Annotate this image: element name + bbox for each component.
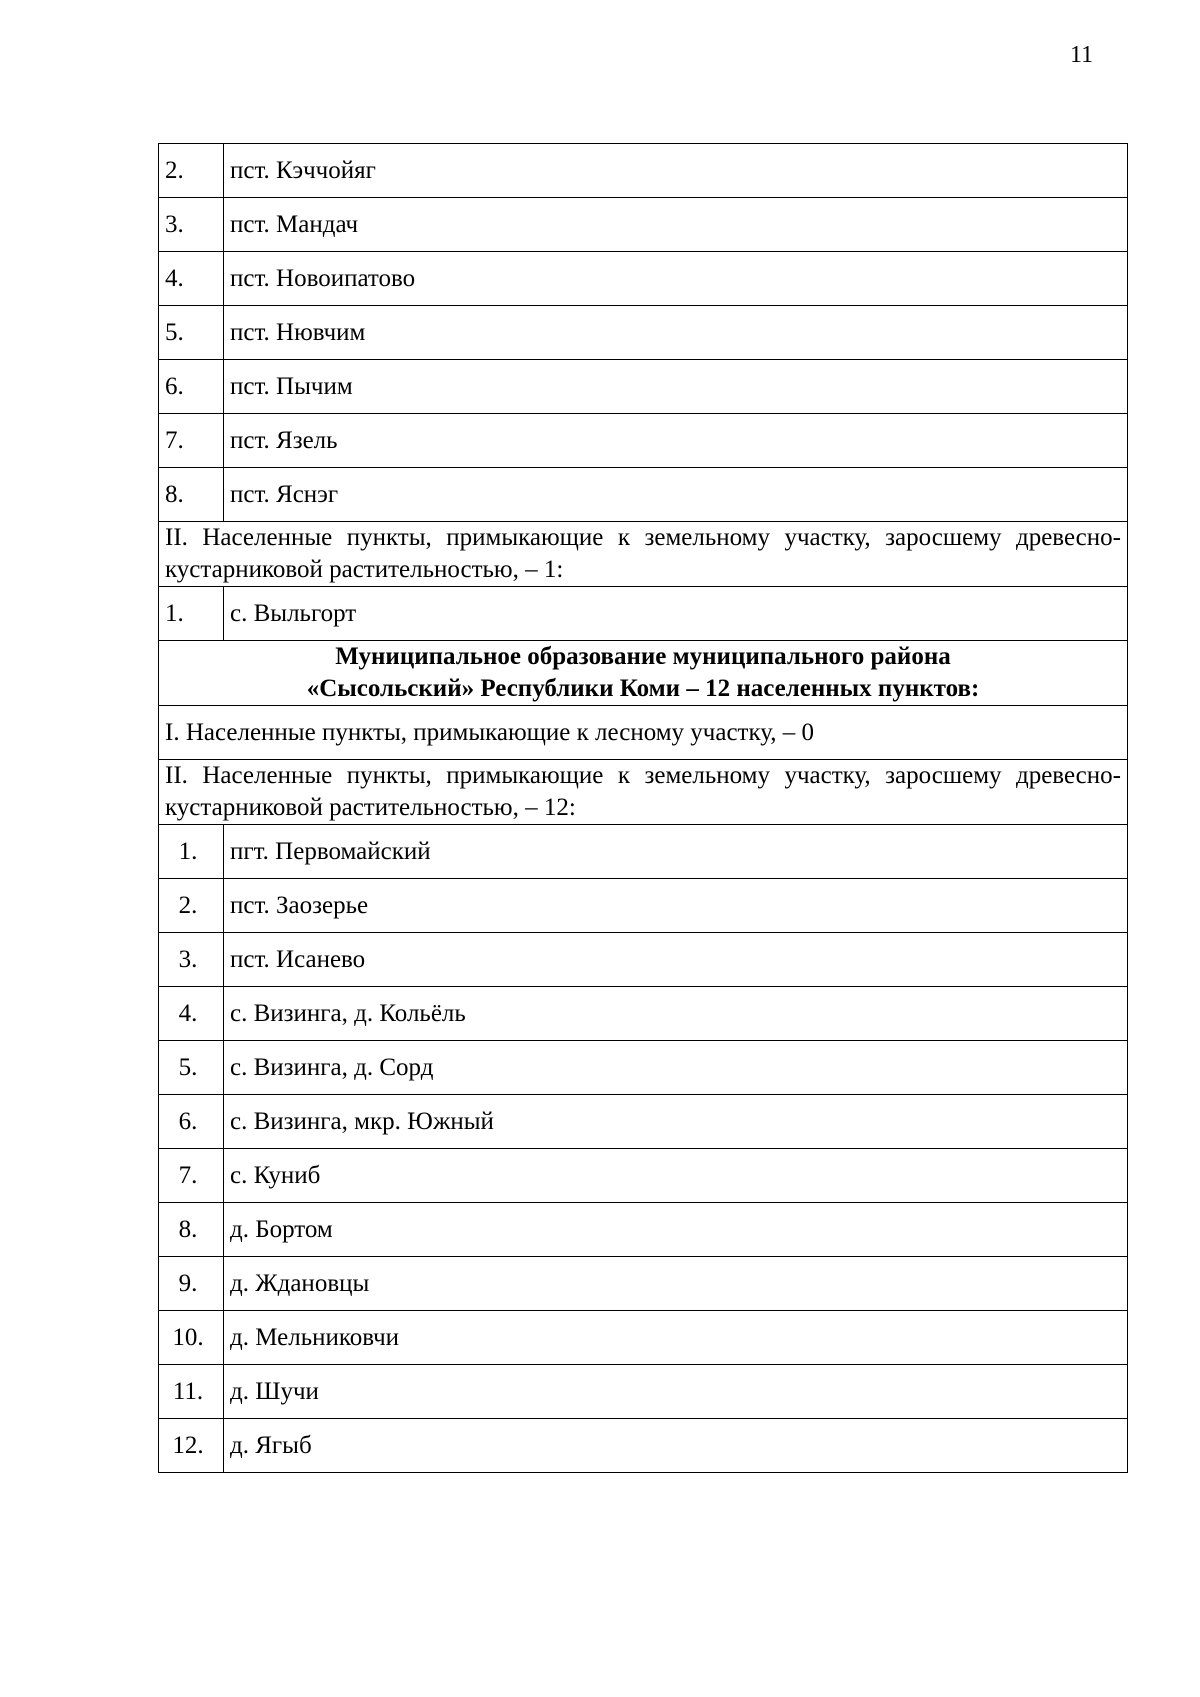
row-number: 5. [159,1041,224,1095]
settlement-name: пст. Нювчим [224,306,1128,360]
table-row [159,306,1128,360]
row-number: 4. [159,252,224,306]
table-row [159,1311,1128,1365]
row-number: 8. [159,1203,224,1257]
row-number: 12. [159,1419,224,1473]
heading-line-2: «Сысольский» Республики Коми – 12 населенных пунктов: [306,675,980,702]
row-number: 3. [159,933,224,987]
row-number: 7. [159,414,224,468]
row-number: 2. [159,144,224,198]
settlement-name: д. Мельниковчи [224,1311,1128,1365]
row-number: 1. [159,587,224,641]
table-row [159,879,1128,933]
settlement-name: пст. Яснэг [224,468,1128,522]
settlement-name: с. Выльгорт [224,587,1128,641]
settlements-table [158,143,1128,1473]
row-number: 6. [159,360,224,414]
row-number: 3. [159,198,224,252]
table-row [159,933,1128,987]
section-header-row [159,706,1128,760]
table-row [159,825,1128,879]
settlement-name: д. Шучи [224,1365,1128,1419]
settlement-name: пст. Исанево [224,933,1128,987]
row-number: 7. [159,1149,224,1203]
settlement-name: пст. Заозерье [224,879,1128,933]
row-number: 11. [159,1365,224,1419]
section-header-row [159,760,1128,825]
settlement-name: пст. Язель [224,414,1128,468]
settlement-name: д. Ждановцы [224,1257,1128,1311]
table-row [159,468,1128,522]
table-row [159,1149,1128,1203]
table-row [159,360,1128,414]
table-row [159,1095,1128,1149]
settlement-name: с. Визинга, д. Кольёль [224,987,1128,1041]
table-row [159,1365,1128,1419]
municipality-heading [159,641,1128,706]
table-row [159,252,1128,306]
row-number: 6. [159,1095,224,1149]
page-number: 11 [1070,42,1094,68]
settlement-name: пст. Новоипатово [224,252,1128,306]
heading-line-1: Муниципальное образование муниципального района [335,643,951,670]
row-number: 1. [159,825,224,879]
settlement-name: пст. Кэччойяг [224,144,1128,198]
row-number: 4. [159,987,224,1041]
settlement-name: с. Куниб [224,1149,1128,1203]
row-number: 9. [159,1257,224,1311]
table-row [159,1419,1128,1473]
section-1-description: I. Населенные пункты, примыкающие к лесному участку, – 0 [159,706,1128,760]
settlement-name: пст. Мандач [224,198,1128,252]
section-header-row [159,522,1128,587]
table-row [159,587,1128,641]
settlement-name: пст. Пычим [224,360,1128,414]
table-row [159,987,1128,1041]
table-row [159,1041,1128,1095]
settlement-name: с. Визинга, д. Сорд [224,1041,1128,1095]
table-row [159,414,1128,468]
settlement-name: с. Визинга, мкр. Южный [224,1095,1128,1149]
table-row [159,1203,1128,1257]
municipality-heading-row [159,641,1128,706]
row-number: 8. [159,468,224,522]
table-row [159,198,1128,252]
settlement-name: пгт. Первомайский [224,825,1128,879]
settlement-name: д. Ягыб [224,1419,1128,1473]
section-2-description: II. Населенные пункты, примыкающие к земельному участку, заросшему древесно-кустарниковой растительностью, – 12: [159,760,1128,825]
table-row [159,144,1128,198]
row-number: 10. [159,1311,224,1365]
section-2-description: II. Населенные пункты, примыкающие к земельному участку, заросшему древесно-кустарниковой растительностью, – 1: [159,522,1128,587]
table-row [159,1257,1128,1311]
row-number: 5. [159,306,224,360]
row-number: 2. [159,879,224,933]
settlement-name: д. Бортом [224,1203,1128,1257]
